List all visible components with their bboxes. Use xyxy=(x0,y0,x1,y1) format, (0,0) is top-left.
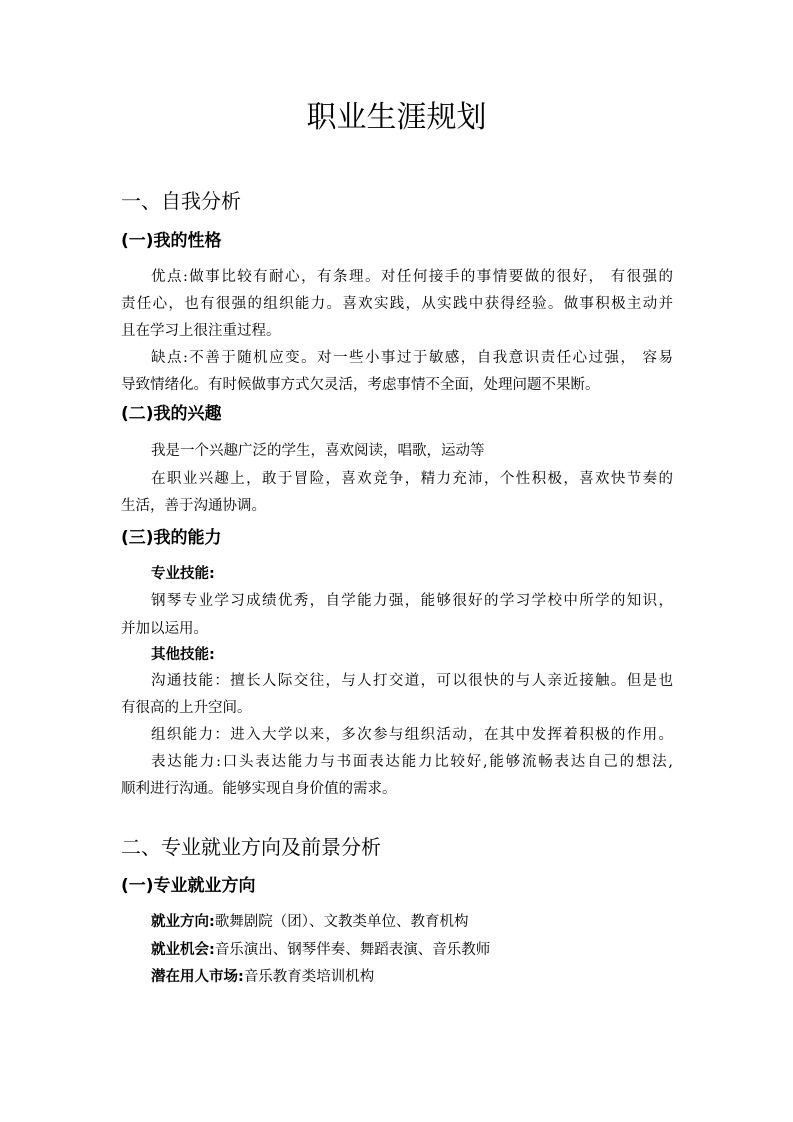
paragraph-line: 表达能力:口头表达能力与书面表达能力比较好,能够流畅表达自己的想法, xyxy=(151,754,673,770)
paragraph-line: 在职业兴趣上，敢于冒险，喜欢竞争，精力充沛，个性积极，喜欢快节奏的 xyxy=(151,471,673,487)
paragraph-line: 沟通技能：擅长人际交往，与人打交道，可以很快的与人亲近接触。但是也 xyxy=(151,673,673,689)
paragraph-line: 责任心，也有很强的组织能力。喜欢实践，从实践中获得经验。做事积极主动并 xyxy=(121,296,673,312)
paragraph-line: 钢琴专业学习成绩优秀，自学能力强，能够很好的学习学校中所学的知识， xyxy=(151,593,673,609)
potential-market-item xyxy=(151,964,374,990)
professional-skills-label: 专业技能: xyxy=(151,566,215,582)
item-value: 音乐教育类培训机构 xyxy=(243,969,375,985)
item-label: 就业机会: xyxy=(151,942,215,958)
paragraph-line: 生活，善于沟通协调。 xyxy=(121,498,266,514)
paragraph-line: 顺利进行沟通。能够实现自身价值的需求。 xyxy=(121,781,397,797)
paragraph-line: 导致情绪化。有时候做事方式欠灵活，考虑事情不全面，处理问题不果断。 xyxy=(121,377,600,393)
subsection-heading: (一)专业就业方向 xyxy=(121,876,256,896)
paragraph-line: 组织能力：进入大学以来，多次参与组织活动，在其中发挥着积极的作用。 xyxy=(151,727,673,743)
subsection-heading: (二)我的兴趣 xyxy=(121,404,222,424)
employment-direction-item xyxy=(151,909,469,935)
employment-opportunity-item xyxy=(151,937,490,963)
paragraph-line: 并加以运用。 xyxy=(121,621,208,637)
item-label: 就业方向: xyxy=(151,914,215,930)
paragraph-line: 且在学习上很注重过程。 xyxy=(121,323,281,339)
section-heading: 二、专业就业方向及前景分析 xyxy=(121,835,381,859)
paragraph-line: 缺点:不善于随机应变。对一些小事过于敏感，自我意识责任心过强， 容易 xyxy=(151,350,673,366)
paragraph-line: 优点:做事比较有耐心，有条理。对任何接手的事情要做的很好， 有很强的 xyxy=(151,269,673,285)
section-heading: 一、自我分析 xyxy=(121,189,241,213)
paragraph-line: 有很高的上升空间。 xyxy=(121,700,252,716)
item-value: 音乐演出、钢琴伴奏、舞蹈表演、音乐教师 xyxy=(214,942,491,958)
other-skills-label: 其他技能: xyxy=(151,647,215,663)
paragraph-line: 我是一个兴趣广泛的学生，喜欢阅读，唱歌，运动等 xyxy=(151,443,485,459)
item-value: 歌舞剧院（团）、文教类单位、教育机构 xyxy=(214,914,469,930)
document-title: 职业生涯规划 xyxy=(306,100,487,135)
subsection-heading: (三)我的能力 xyxy=(121,528,222,548)
item-label: 潜在用人市场: xyxy=(151,969,244,985)
subsection-heading: (一)我的性格 xyxy=(121,231,222,251)
